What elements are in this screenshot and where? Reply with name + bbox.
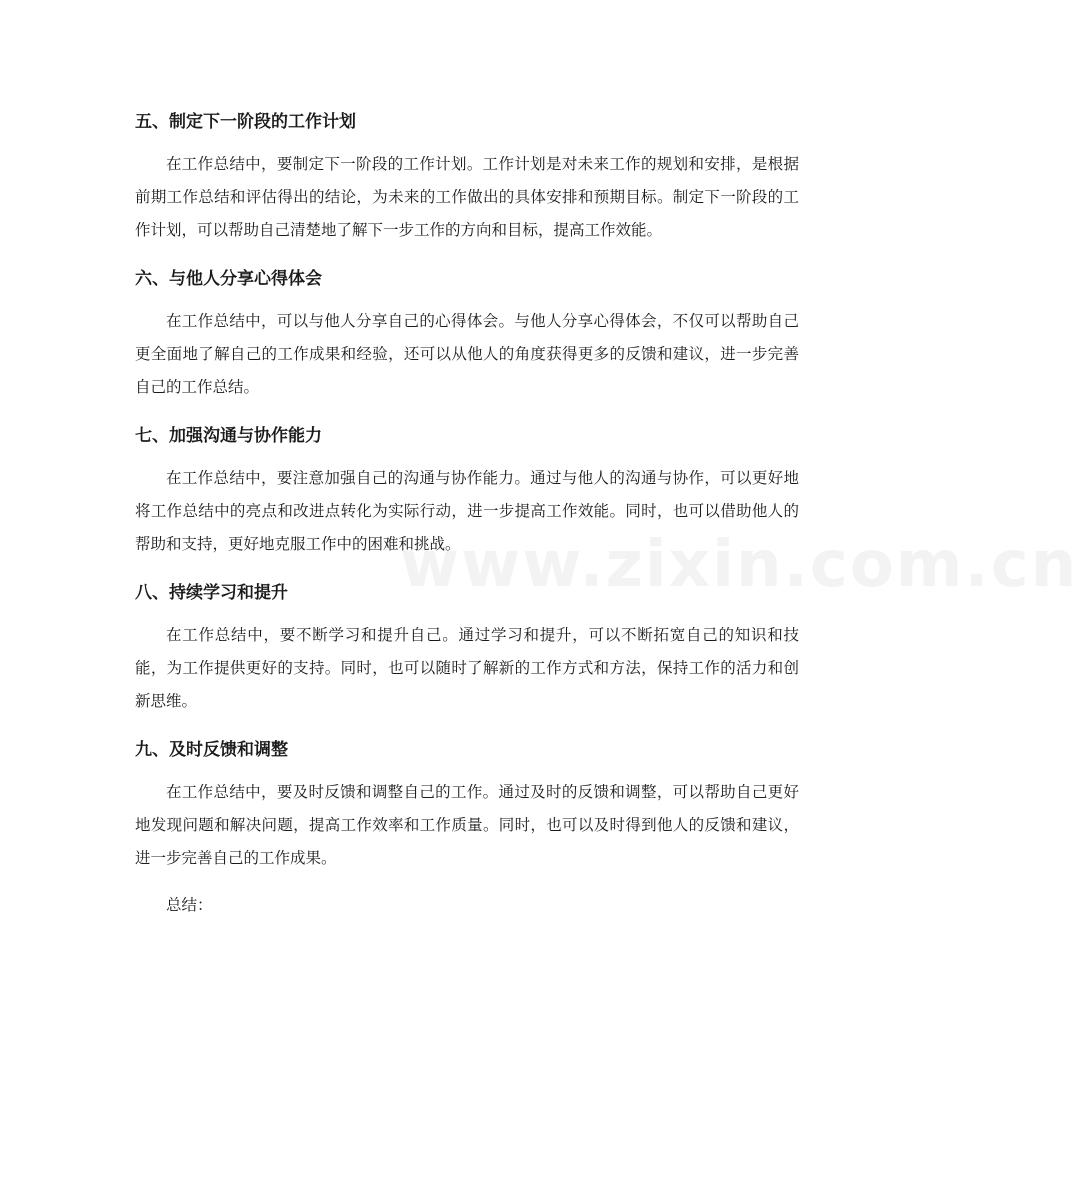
section-6 (135, 261, 799, 404)
summary-label: 总结： (166, 896, 213, 914)
section-title: 七、加强沟通与协作能力 (135, 426, 322, 446)
section-7 (135, 418, 799, 561)
section-paragraph: 在工作总结中，要注意加强自己的沟通与协作能力。通过与他人的沟通与协作，可以更好地将工作总结中的亮点和改进点转化为实际行动，进一步提高工作效能。同时，也可以借助他人的帮助和支持，更好地克服工作中的困难和挑战。 (135, 469, 799, 553)
section-paragraph: 在工作总结中，要制定下一阶段的工作计划。工作计划是对未来工作的规划和安排，是根据前期工作总结和评估得出的结论，为未来的工作做出的具体安排和预期目标。制定下一阶段的工作计划，可以帮助自己清楚地了解下一步工作的方向和目标，提高工作效能。 (135, 155, 799, 239)
section-paragraph: 在工作总结中，可以与他人分享自己的心得体会。与他人分享心得体会，不仅可以帮助自己更全面地了解自己的工作成果和经验，还可以从他人的角度获得更多的反馈和建议，进一步完善自己的工作总结。 (135, 312, 799, 396)
section-paragraph: 在工作总结中，要不断学习和提升自己。通过学习和提升，可以不断拓宽自己的知识和技能，为工作提供更好的支持。同时，也可以随时了解新的工作方式和方法，保持工作的活力和创新思维。 (135, 626, 799, 710)
section-title: 五、制定下一阶段的工作计划 (135, 112, 356, 132)
section-5 (135, 104, 799, 247)
section-paragraph: 在工作总结中，要及时反馈和调整自己的工作。通过及时的反馈和调整，可以帮助自己更好地发现问题和解决问题，提高工作效率和工作质量。同时，也可以及时得到他人的反馈和建议，进一步完善自己的工作成果。 (135, 783, 799, 867)
section-9 (135, 732, 799, 875)
section-title: 九、及时反馈和调整 (135, 740, 288, 760)
section-title: 八、持续学习和提升 (135, 583, 288, 603)
section-title: 六、与他人分享心得体会 (135, 269, 322, 289)
watermark: www.zixin.com.cn (400, 528, 1078, 602)
section-8 (135, 575, 799, 718)
document-content (135, 104, 799, 922)
